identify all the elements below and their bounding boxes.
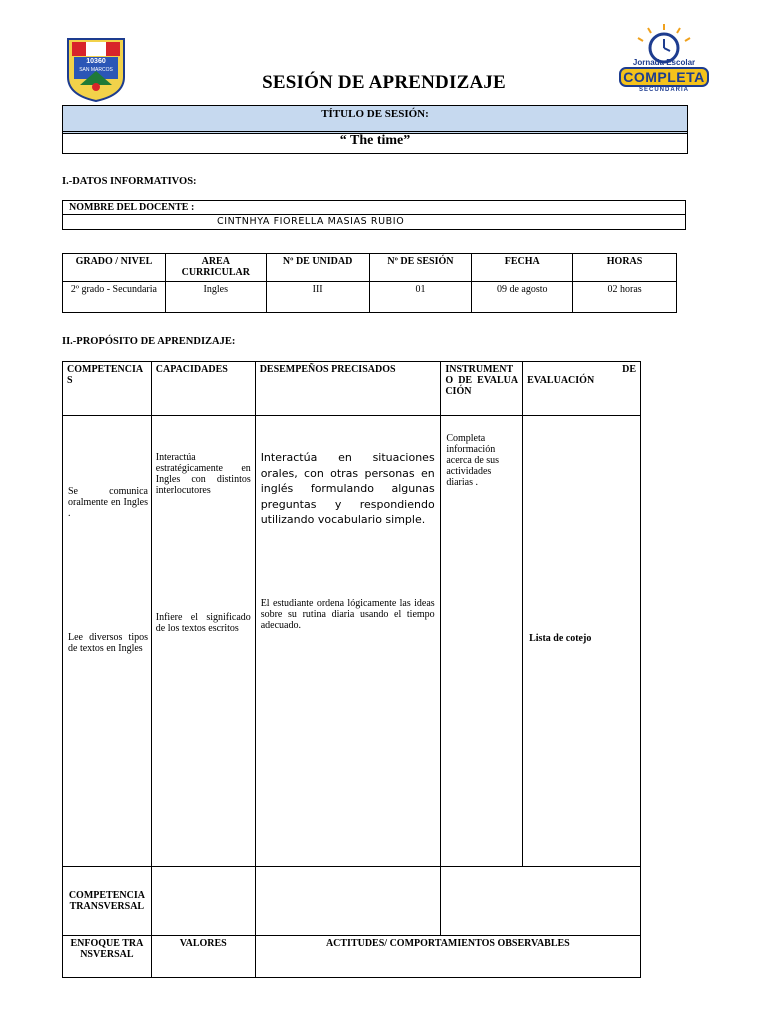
competencia-2: Lee diversos tipos de textos en Ingles [68, 632, 148, 654]
enfoque-row [63, 936, 641, 978]
purpose-content-row [63, 416, 641, 867]
desempenos-cell [255, 416, 441, 867]
transversal-cell-3 [255, 867, 441, 936]
teacher-label: NOMBRE DEL DOCENTE : [69, 202, 195, 213]
transversal-cell-2 [151, 867, 255, 936]
teacher-name: CINTNHYA FIORELLA MASIAS RUBIO [217, 216, 405, 227]
evaluacion-cell [523, 416, 641, 867]
info-table-row [63, 282, 677, 313]
info-cell-fecha: 09 de agosto [472, 282, 573, 313]
info-cell-sesion: 01 [369, 282, 472, 313]
capacidad-1: Interactúa estratégicamente en Ingles con distintos interlocutores [155, 452, 251, 496]
info-header-area: AREA CURRICULAR [165, 254, 266, 282]
desempeno-2: El estudiante ordena lógicamente las ideas sobre su rutina diaria usando el tiempo adecuado. [260, 598, 435, 631]
logo-line2: COMPLETA [623, 69, 705, 85]
instrumento-1: Completa información acerca de sus actividades diarias . [446, 433, 500, 488]
info-header-sesion: Nº DE SESIÓN [369, 254, 472, 282]
page-title: SESIÓN DE APRENDIZAJE [262, 72, 506, 93]
info-cell-grado: 2º grado - Secundaria [63, 282, 166, 313]
purpose-header-evaluacion: EVALUACIÓN [527, 375, 595, 386]
purpose-header-capacidades: CAPACIDADES [151, 362, 255, 416]
valores-label: VALORES [151, 936, 255, 978]
enfoque-transversal-label: ENFOQUE TRANSVERSAL [63, 936, 152, 978]
session-title-label: TÍTULO DE SESIÓN: [62, 105, 688, 134]
purpose-table [62, 361, 641, 978]
info-table [62, 253, 677, 313]
transversal-row [63, 867, 641, 936]
session-title-value: “ The time” [62, 131, 688, 154]
info-header-horas: HORAS [573, 254, 677, 282]
instrumento-cell [441, 416, 523, 867]
purpose-header-competencias: COMPETENCIAS [63, 362, 152, 416]
capacidad-2: Infiere el significado de los textos escritos [155, 612, 251, 634]
crest-code: 10360 [86, 58, 106, 65]
teacher-divider [63, 214, 685, 215]
purpose-header-row [63, 362, 641, 416]
logo-line3: SECUNDARIA [638, 87, 689, 93]
purpose-header-de: DE [622, 364, 636, 375]
competencias-cell [63, 416, 152, 867]
capacidades-cell [151, 416, 255, 867]
purpose-header-instrumento: INSTRUMENTO DE EVALUACIÓN [441, 362, 523, 416]
competencia-transversal-label: COMPETENCIA TRANSVERSAL [63, 867, 152, 936]
transversal-cell-4 [441, 867, 641, 936]
teacher-box [62, 200, 686, 230]
logo-line1: Jornada Escolar [632, 58, 696, 67]
purpose-header-evaluacion-cell [523, 362, 641, 416]
evaluacion-lista-cotejo: Lista de cotejo [529, 633, 592, 644]
info-cell-horas: 02 horas [573, 282, 677, 313]
actitudes-label: ACTITUDES/ COMPORTAMIENTOS OBSERVABLES [255, 936, 640, 978]
section-datos-informativos: I.-DATOS INFORMATIVOS: [62, 176, 197, 187]
info-cell-unidad: III [266, 282, 369, 313]
info-header-grado: GRADO / NIVEL [63, 254, 166, 282]
desempeno-1: Interactúa en situaciones orales, con otras personas en inglés formulando algunas preguntas y respondiendo utilizando vocabulario simple. [260, 451, 435, 526]
info-header-fecha: FECHA [472, 254, 573, 282]
info-header-unidad: Nº DE UNIDAD [266, 254, 369, 282]
info-cell-area: Ingles [165, 282, 266, 313]
competencia-1: Se comunica oralmente en Ingles . [68, 486, 148, 519]
purpose-header-desempenos: DESEMPEÑOS PRECISADOS [255, 362, 441, 416]
info-table-header-row [63, 254, 677, 282]
crest-name: SAN MARCOS [79, 67, 113, 73]
section-proposito: II.-PROPÓSITO DE APRENDIZAJE: [62, 336, 236, 347]
